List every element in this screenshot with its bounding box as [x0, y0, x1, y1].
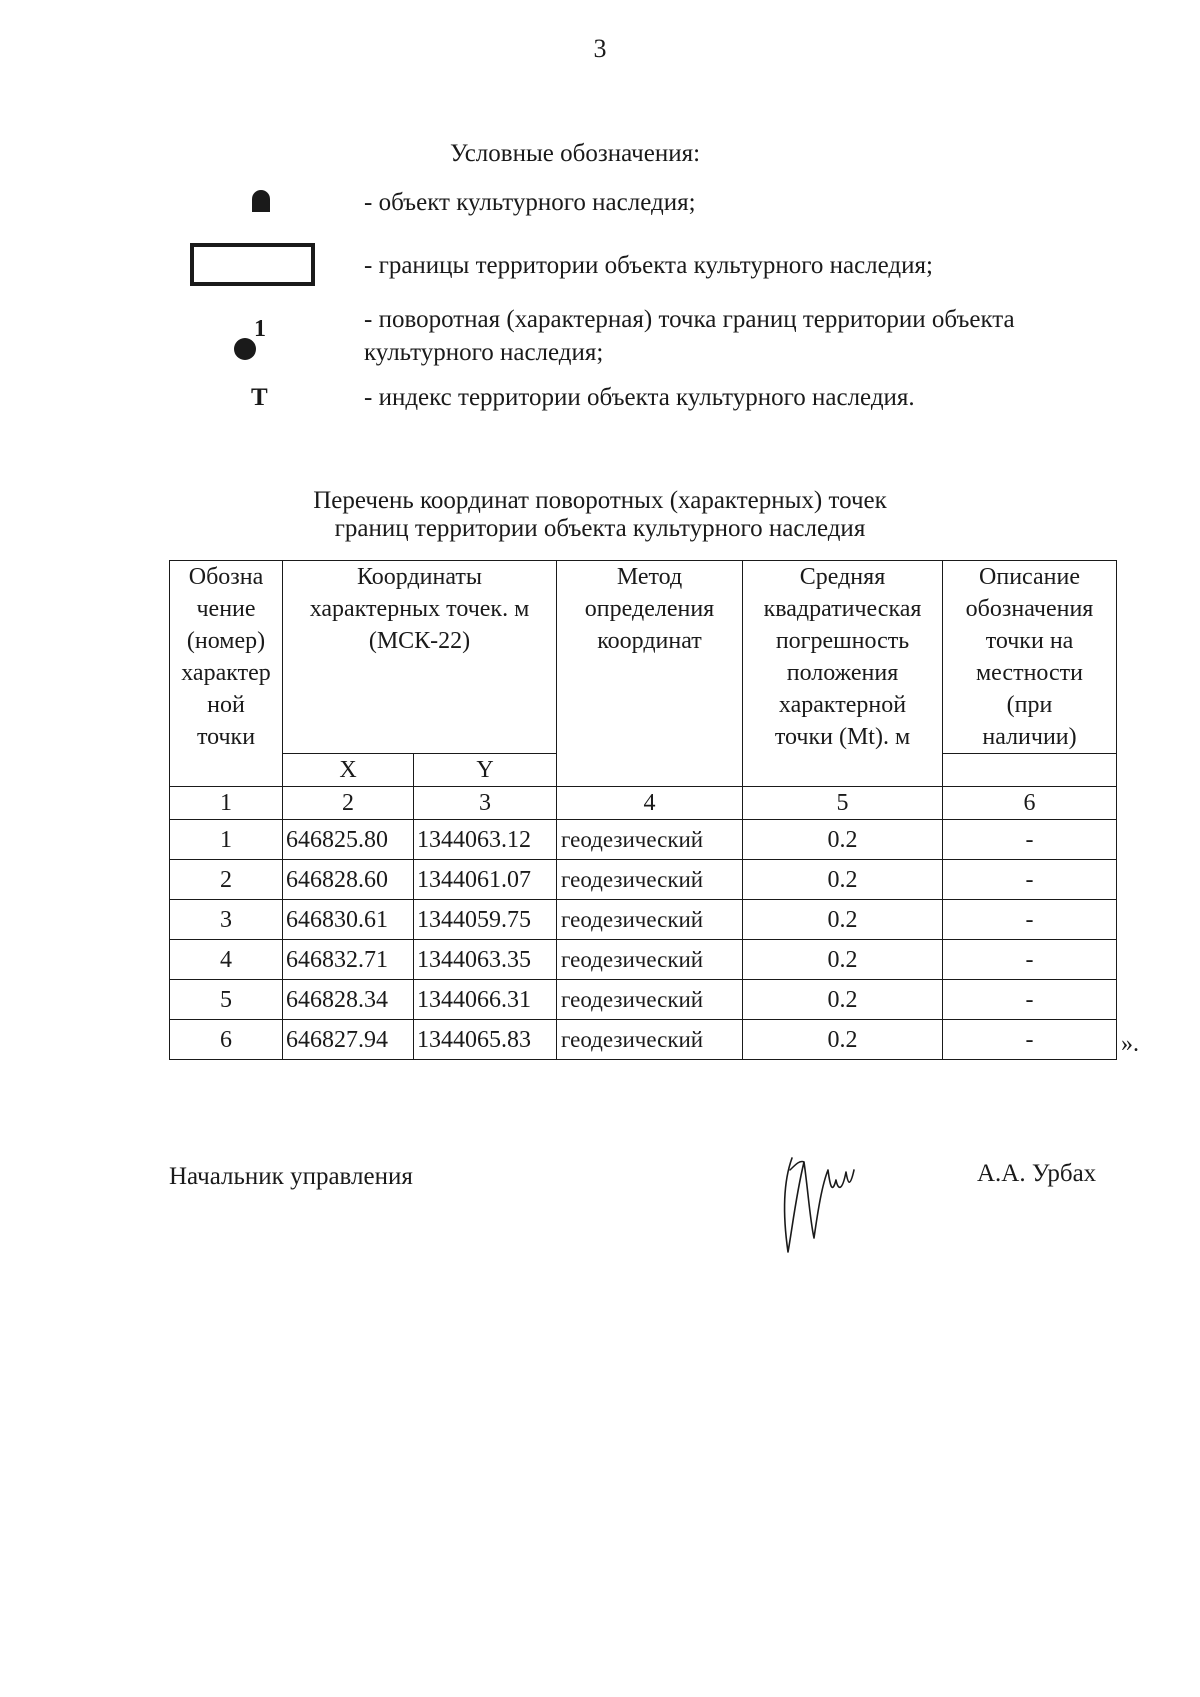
- column-number: 6: [943, 787, 1117, 820]
- legend-item-turning-point-line2: культурного наследия;: [364, 339, 604, 366]
- cell-error: 0.2: [743, 980, 943, 1020]
- territory-index-icon: Т: [251, 384, 268, 411]
- page-number: 3: [593, 34, 607, 63]
- header-text: (при: [1006, 692, 1053, 718]
- cell-error: 0.2: [743, 900, 943, 940]
- cell-error: 0.2: [743, 820, 943, 860]
- cell-x: 646830.61: [283, 900, 414, 940]
- header-text: чение: [196, 596, 256, 622]
- cell-point: 5: [170, 980, 283, 1020]
- header-text: погрешность: [775, 628, 910, 654]
- header-text: характерной: [778, 692, 907, 718]
- cell-description: -: [943, 820, 1117, 860]
- cell-description: -: [943, 900, 1117, 940]
- header-text: (номер): [186, 628, 266, 654]
- table-row: [170, 900, 1117, 940]
- coordinates-table: [169, 560, 1117, 1060]
- legend-item-object: - объект культурного наследия;: [364, 189, 696, 216]
- cell-x: 646828.34: [283, 980, 414, 1020]
- cell-point: 1: [170, 820, 283, 860]
- cell-y: 1344063.35: [414, 940, 557, 980]
- cell-x: 646828.60: [283, 860, 414, 900]
- header-mean-error: [743, 561, 943, 787]
- signatory-role: Начальник управления: [169, 1163, 413, 1190]
- legend-heading: Условные обозначения:: [450, 140, 701, 167]
- signature-image: [770, 1140, 860, 1260]
- cell-x: 646827.94: [283, 1020, 414, 1060]
- header-y: Y: [414, 754, 557, 787]
- header-description: [943, 561, 1117, 754]
- header-description-empty: [943, 754, 1117, 787]
- cell-method: геодезический: [557, 980, 743, 1020]
- header-text: Описание: [979, 564, 1080, 590]
- header-text: точки: [196, 724, 256, 750]
- table-row: [170, 1020, 1117, 1060]
- cell-point: 4: [170, 940, 283, 980]
- header-text: наличии): [982, 724, 1077, 750]
- column-number: 2: [283, 787, 414, 820]
- header-text: местности: [975, 660, 1083, 686]
- cell-point: 3: [170, 900, 283, 940]
- legend-item-index: - индекс территории объекта культурного наследия.: [364, 384, 915, 411]
- header-text: Координаты: [356, 564, 483, 590]
- header-text: (МСК-22): [368, 628, 471, 654]
- legend-item-boundary: - границы территории объекта культурного наследия;: [364, 252, 933, 279]
- cell-y: 1344059.75: [414, 900, 557, 940]
- header-text: характер: [181, 660, 271, 686]
- cell-y: 1344061.07: [414, 860, 557, 900]
- cell-error: 0.2: [743, 940, 943, 980]
- header-text: Метод: [616, 564, 683, 590]
- cell-y: 1344063.12: [414, 820, 557, 860]
- cultural-heritage-object-icon: [252, 190, 270, 212]
- cell-method: геодезический: [557, 860, 743, 900]
- cell-description: -: [943, 980, 1117, 1020]
- cell-method: геодезический: [557, 940, 743, 980]
- header-coordinates: [283, 561, 557, 754]
- cell-description: -: [943, 1020, 1117, 1060]
- table-row: [170, 860, 1117, 900]
- table-row: [170, 980, 1117, 1020]
- table-row: [170, 820, 1117, 860]
- turning-point-label: 1: [254, 316, 266, 342]
- cell-y: 1344065.83: [414, 1020, 557, 1060]
- table-title-line2: границ территории объекта культурного наследия: [334, 515, 866, 542]
- cell-y: 1344066.31: [414, 980, 557, 1020]
- cell-point: 6: [170, 1020, 283, 1060]
- closing-quote: ».: [1121, 1031, 1139, 1057]
- column-number: 5: [743, 787, 943, 820]
- cell-method: геодезический: [557, 1020, 743, 1060]
- cell-error: 0.2: [743, 1020, 943, 1060]
- header-text: Средняя: [799, 564, 886, 590]
- column-number: 4: [557, 787, 743, 820]
- cell-description: -: [943, 860, 1117, 900]
- cell-point: 2: [170, 860, 283, 900]
- header-text: обозначения: [965, 596, 1094, 622]
- header-text: положения: [786, 660, 899, 686]
- cell-x: 646825.80: [283, 820, 414, 860]
- cell-method: геодезический: [557, 900, 743, 940]
- cell-method: геодезический: [557, 820, 743, 860]
- column-number: 3: [414, 787, 557, 820]
- table-row: [170, 940, 1117, 980]
- legend-item-turning-point-line1: - поворотная (характерная) точка границ территории объекта: [364, 306, 1015, 333]
- territory-boundary-icon: [190, 243, 315, 286]
- cell-description: -: [943, 940, 1117, 980]
- column-number: 1: [170, 787, 283, 820]
- header-text: координат: [597, 628, 702, 654]
- header-method: [557, 561, 743, 787]
- table-title-line1: Перечень координат поворотных (характерных) точек: [313, 487, 887, 514]
- cell-x: 646832.71: [283, 940, 414, 980]
- cell-error: 0.2: [743, 860, 943, 900]
- header-text: точки (Mt). м: [774, 724, 911, 750]
- signatory-name: А.А. Урбах: [977, 1160, 1097, 1187]
- header-text: характерных точек. м: [309, 596, 530, 622]
- header-text: точки на: [985, 628, 1074, 654]
- header-text: квадратическая: [763, 596, 922, 622]
- table-title: [0, 487, 1200, 543]
- turning-point-icon: [234, 338, 256, 360]
- header-text: определения: [584, 596, 715, 622]
- header-text: Обозна: [188, 564, 264, 590]
- header-x: X: [283, 754, 414, 787]
- header-point-designation: [170, 561, 283, 787]
- header-text: ной: [207, 692, 245, 718]
